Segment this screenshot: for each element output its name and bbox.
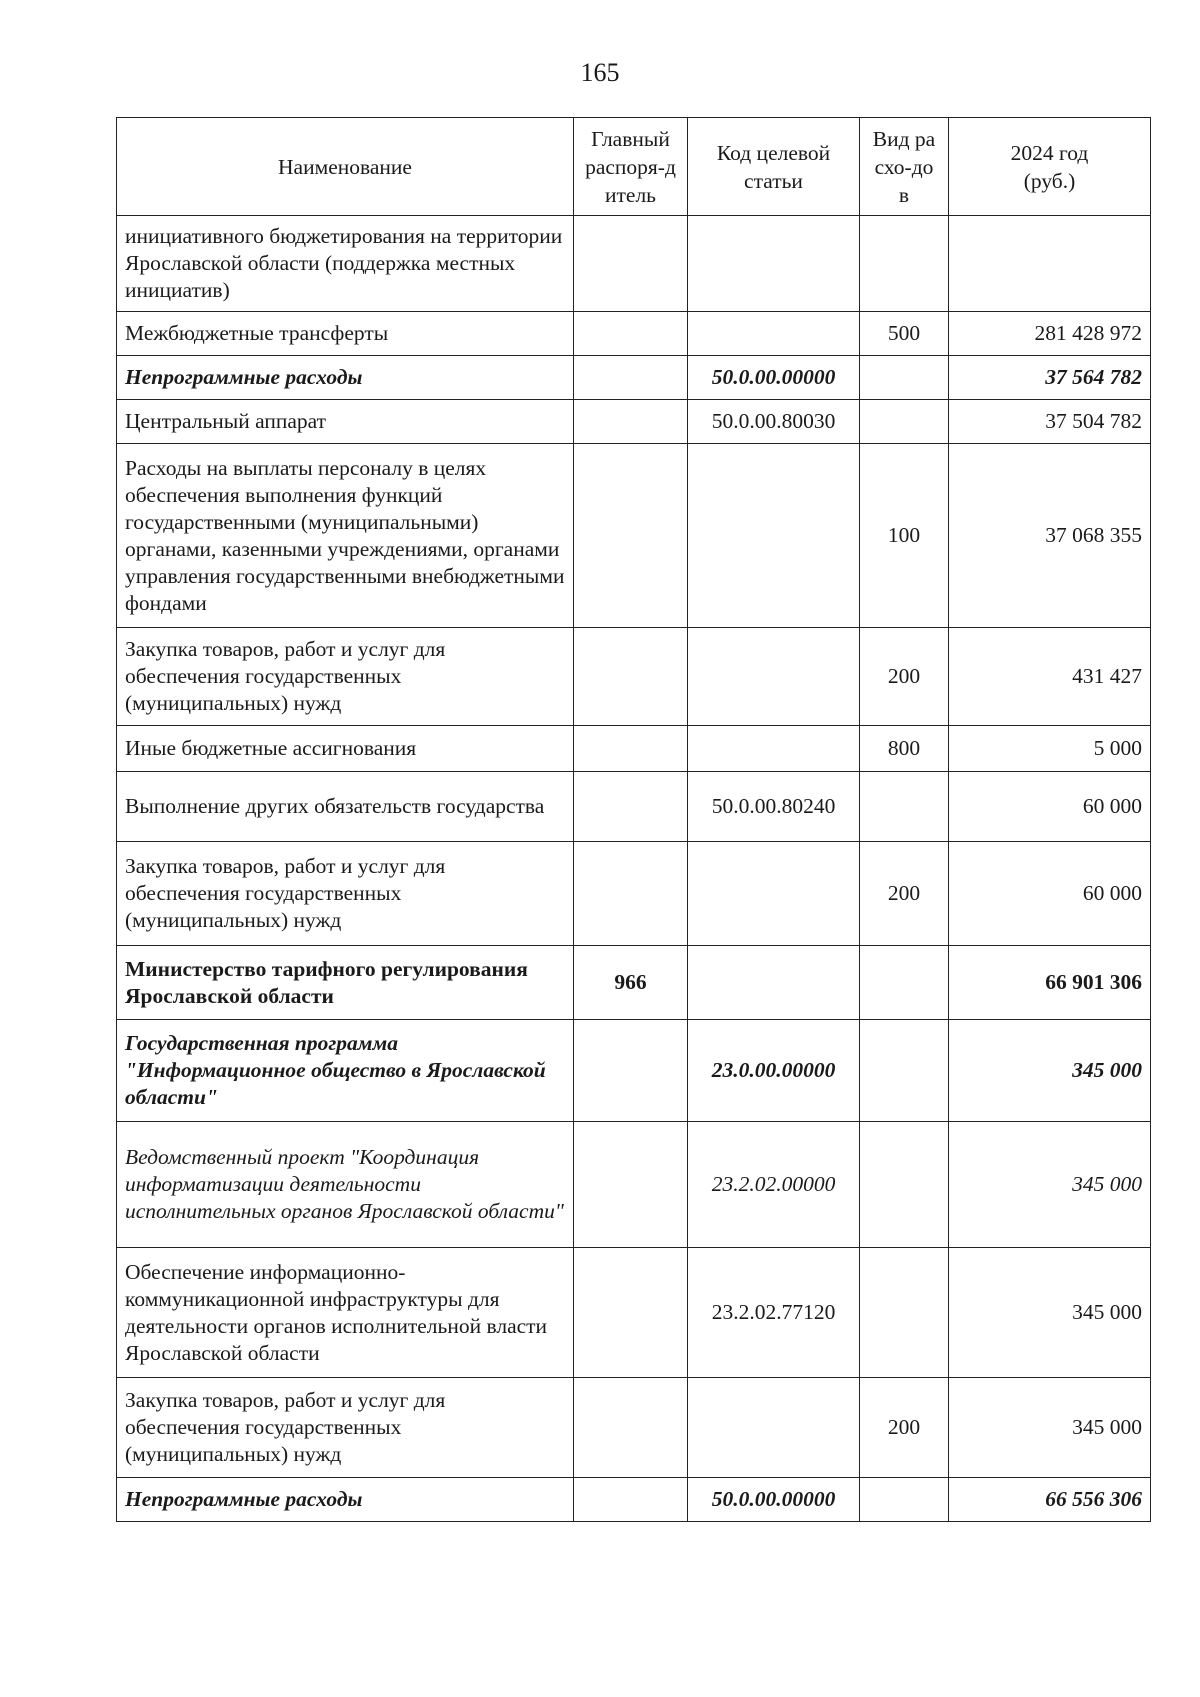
header-type: Вид расхо-дов	[860, 118, 949, 216]
row-manager	[574, 400, 688, 444]
table-row	[117, 726, 1151, 772]
table-header-row	[117, 118, 1151, 216]
row-manager	[574, 628, 688, 726]
header-manager: Главный распоря-дитель	[574, 118, 688, 216]
row-type: 200	[860, 1378, 949, 1478]
row-code	[688, 946, 860, 1020]
row-manager	[574, 444, 688, 628]
row-name: Закупка товаров, работ и услуг для обеспечения государственных (муниципальных) нужд	[117, 1378, 574, 1478]
row-type	[860, 1248, 949, 1378]
row-amount: 37 068 355	[949, 444, 1151, 628]
table-row	[117, 444, 1151, 628]
row-amount: 5 000	[949, 726, 1151, 772]
row-type: 500	[860, 312, 949, 356]
row-name: Расходы на выплаты персоналу в целях обеспечения выполнения функций государственными (муниципальными) органами, казенными учреждениями, органами управления государственными внебюджетными фондами	[117, 444, 574, 628]
row-manager	[574, 1122, 688, 1248]
row-manager	[574, 216, 688, 312]
table-row	[117, 946, 1151, 1020]
row-manager	[574, 772, 688, 842]
page-number: 165	[580, 58, 620, 87]
row-code	[688, 312, 860, 356]
row-type: 200	[860, 628, 949, 726]
table-row	[117, 356, 1151, 400]
row-code	[688, 216, 860, 312]
table-row	[117, 1122, 1151, 1248]
row-name: Непрограммные расходы	[117, 1478, 574, 1522]
row-manager	[574, 1378, 688, 1478]
row-amount: 66 901 306	[949, 946, 1151, 1020]
row-amount: 37 504 782	[949, 400, 1151, 444]
header-code: Код целевой статьи	[688, 118, 860, 216]
row-name: Закупка товаров, работ и услуг для обеспечения государственных (муниципальных) нужд	[117, 842, 574, 946]
row-name: Обеспечение информационно-коммуникационной инфраструктуры для деятельности органов исполнительной власти Ярославской области	[117, 1248, 574, 1378]
row-type	[860, 1478, 949, 1522]
row-name: Центральный аппарат	[117, 400, 574, 444]
row-name: Межбюджетные трансферты	[117, 312, 574, 356]
row-amount: 60 000	[949, 772, 1151, 842]
row-amount: 431 427	[949, 628, 1151, 726]
row-type: 100	[860, 444, 949, 628]
row-code: 50.0.00.80030	[688, 400, 860, 444]
row-name: Непрограммные расходы	[117, 356, 574, 400]
row-manager	[574, 842, 688, 946]
row-amount: 37 564 782	[949, 356, 1151, 400]
row-code	[688, 1378, 860, 1478]
row-type: 200	[860, 842, 949, 946]
table-row	[117, 842, 1151, 946]
row-name: Иные бюджетные ассигнования	[117, 726, 574, 772]
row-type	[860, 216, 949, 312]
row-amount: 66 556 306	[949, 1478, 1151, 1522]
row-name: инициативного бюджетирования на территории Ярославской области (поддержка местных инициатив)	[117, 216, 574, 312]
header-name: Наименование	[117, 118, 574, 216]
row-type	[860, 772, 949, 842]
row-amount: 345 000	[949, 1020, 1151, 1122]
row-type	[860, 1020, 949, 1122]
row-code: 23.2.02.77120	[688, 1248, 860, 1378]
row-type	[860, 946, 949, 1020]
row-type	[860, 1122, 949, 1248]
row-type: 800	[860, 726, 949, 772]
budget-table	[116, 117, 1151, 1522]
row-manager	[574, 726, 688, 772]
table-row	[117, 1020, 1151, 1122]
row-amount: 281 428 972	[949, 312, 1151, 356]
row-manager	[574, 312, 688, 356]
row-code	[688, 628, 860, 726]
row-code	[688, 842, 860, 946]
row-name: Выполнение других обязательств государства	[117, 772, 574, 842]
table-row	[117, 1248, 1151, 1378]
row-name: Закупка товаров, работ и услуг для обеспечения государственных (муниципальных) нужд	[117, 628, 574, 726]
row-name: Министерство тарифного регулирования Ярославской области	[117, 946, 574, 1020]
row-code: 23.2.02.00000	[688, 1122, 860, 1248]
row-manager	[574, 1020, 688, 1122]
row-amount: 345 000	[949, 1122, 1151, 1248]
row-amount: 345 000	[949, 1378, 1151, 1478]
row-code: 23.0.00.00000	[688, 1020, 860, 1122]
row-amount: 60 000	[949, 842, 1151, 946]
table-row	[117, 312, 1151, 356]
row-code: 50.0.00.00000	[688, 1478, 860, 1522]
row-code	[688, 444, 860, 628]
table-row	[117, 1478, 1151, 1522]
header-amount: 2024 год (руб.)	[949, 118, 1151, 216]
row-type	[860, 400, 949, 444]
table-row	[117, 628, 1151, 726]
table-row	[117, 400, 1151, 444]
row-name: Государственная программа "Информационное общество в Ярославской области"	[117, 1020, 574, 1122]
row-manager: 966	[574, 946, 688, 1020]
row-manager	[574, 1478, 688, 1522]
row-type	[860, 356, 949, 400]
row-manager	[574, 356, 688, 400]
table-row	[117, 772, 1151, 842]
table-row	[117, 216, 1151, 312]
row-manager	[574, 1248, 688, 1378]
row-amount	[949, 216, 1151, 312]
row-name: Ведомственный проект "Координация информатизации деятельности исполнительных органов Ярославской области"	[117, 1122, 574, 1248]
row-amount: 345 000	[949, 1248, 1151, 1378]
row-code: 50.0.00.00000	[688, 356, 860, 400]
table-row	[117, 1378, 1151, 1478]
row-code: 50.0.00.80240	[688, 772, 860, 842]
row-code	[688, 726, 860, 772]
